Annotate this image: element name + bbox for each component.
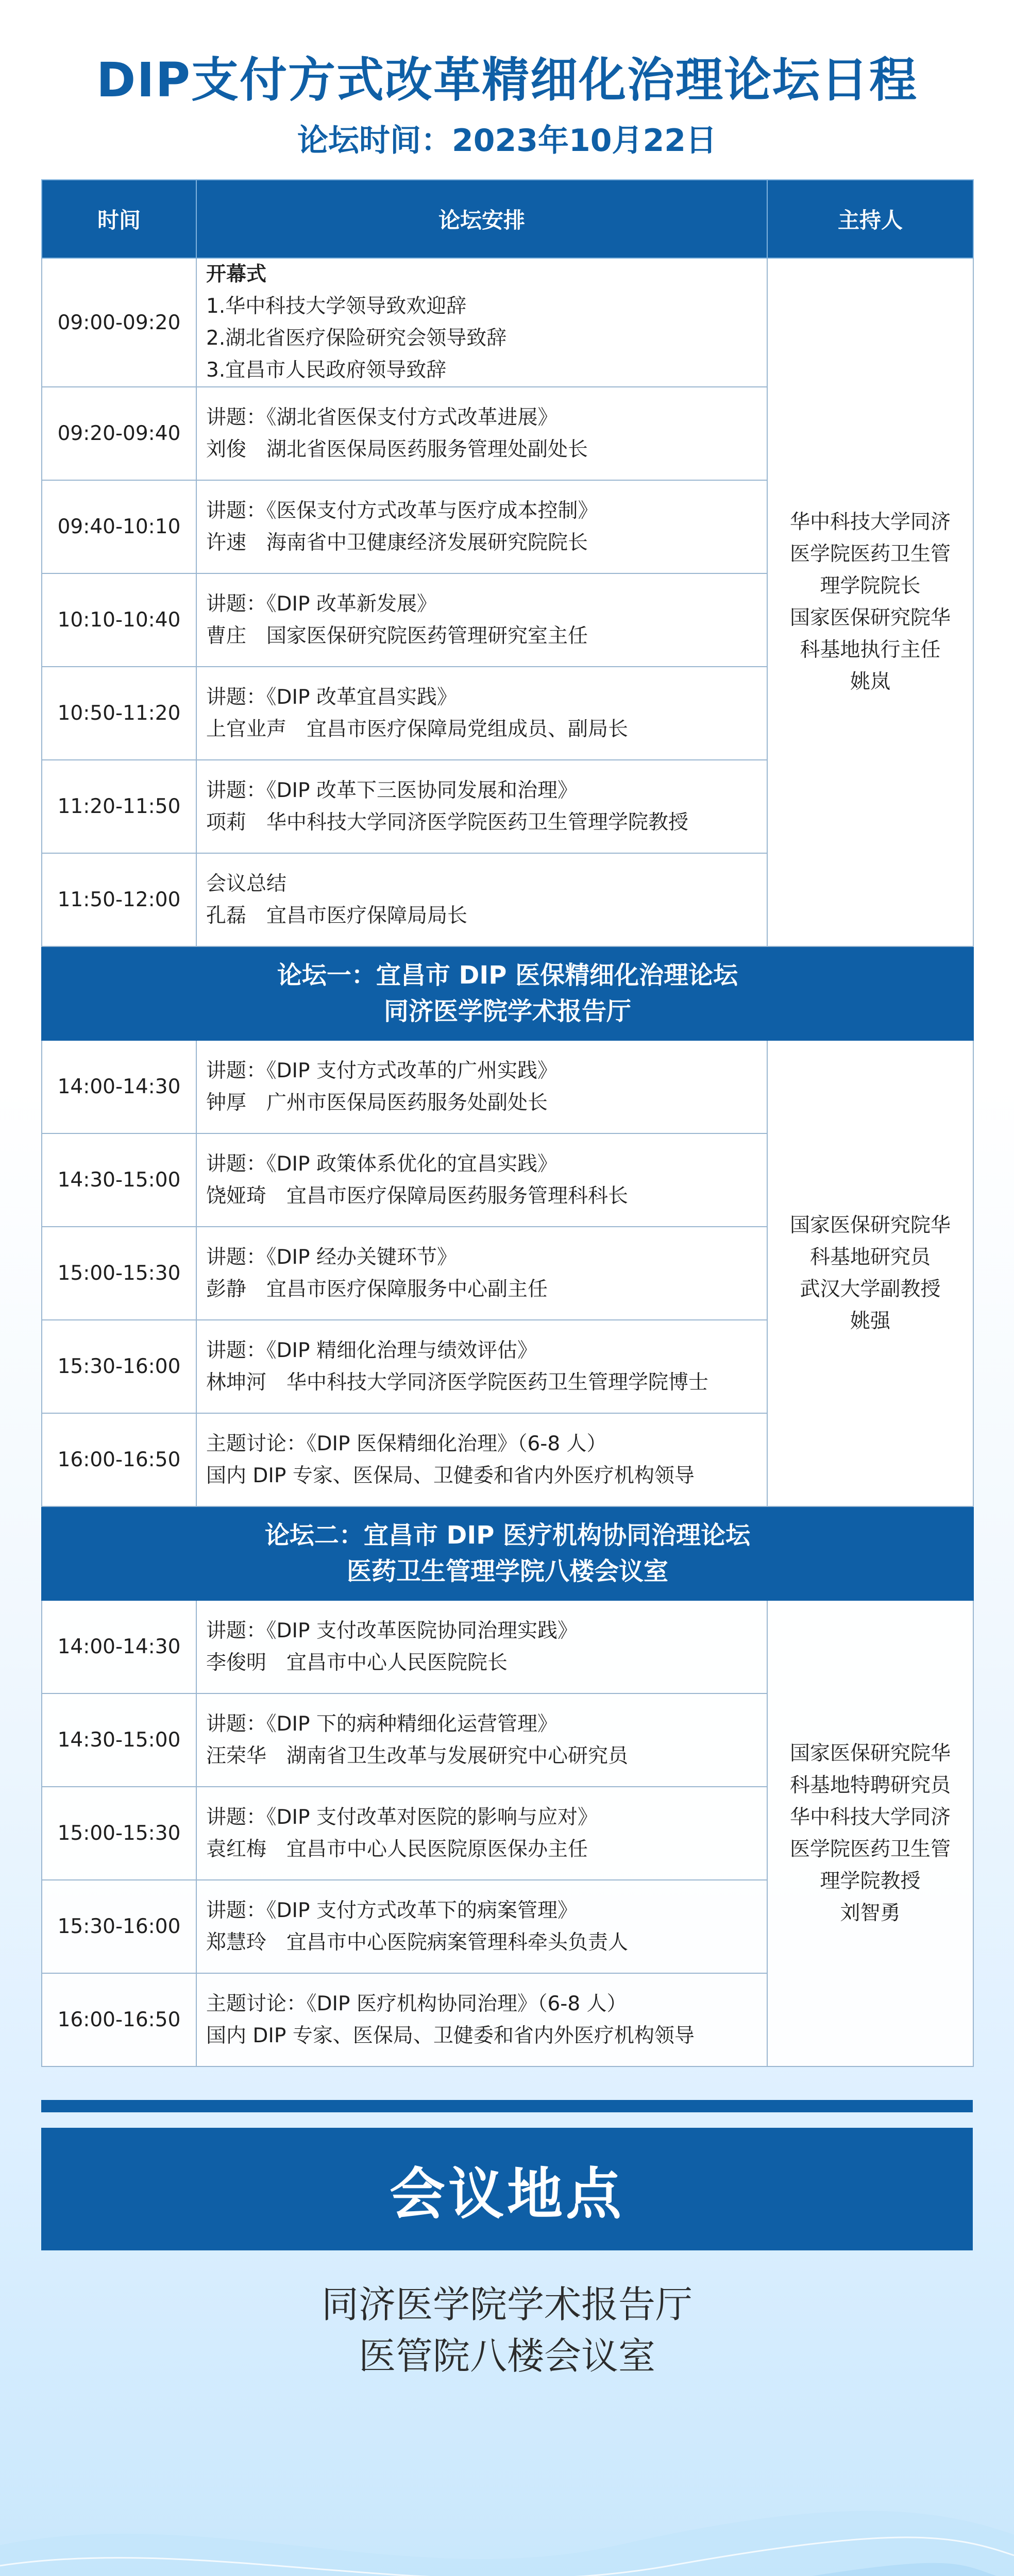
host-line: 国家医保研究院华 <box>789 606 951 630</box>
header-agenda: 论坛安排 <box>196 180 767 258</box>
time-cell: 15:30-16:00 <box>42 1880 196 1973</box>
header-time: 时间 <box>42 180 196 258</box>
agenda-line: 郑慧玲 宜昌市中心医院病案管理科牵头负责人 <box>206 1930 629 1954</box>
time-cell: 14:30-15:00 <box>42 1693 196 1787</box>
agenda-cell <box>196 1693 767 1787</box>
agenda-line: 讲题：《DIP 改革宜昌实践》 <box>206 685 457 709</box>
table-header-row <box>42 180 973 258</box>
agenda-cell <box>196 1600 767 1693</box>
agenda-line: 国内 DIP 专家、医保局、卫健委和省内外医疗机构领导 <box>206 2024 695 2047</box>
host-line: 华中科技大学同济 <box>789 1805 951 1829</box>
forum-time: 论坛时间：2023年10月22日 <box>297 123 717 159</box>
agenda-cell <box>196 387 767 480</box>
agenda-line: 讲题：《DIP 改革新发展》 <box>206 592 437 616</box>
agenda-cell <box>196 573 767 667</box>
agenda-line: 饶娅琦 宜昌市医疗保障局医药服务管理科科长 <box>206 1184 629 1208</box>
agenda-cell <box>196 480 767 573</box>
agenda-line: 讲题：《医保支付方式改革与医疗成本控制》 <box>206 499 598 522</box>
time-cell: 16:00-16:50 <box>42 1973 196 2066</box>
agenda-line: 3.宜昌市人民政府领导致辞 <box>206 359 447 382</box>
banner-line: 论坛一：宜昌市 DIP 医保精细化治理论坛 <box>277 961 738 990</box>
host-line: 国家医保研究院华 <box>789 1213 951 1237</box>
host-line: 科基地研究员 <box>809 1245 931 1269</box>
time-cell: 10:10-10:40 <box>42 573 196 667</box>
schedule-table <box>41 179 974 2067</box>
agenda-cell <box>196 1880 767 1973</box>
agenda-line: 讲题：《湖北省医保支付方式改革进展》 <box>206 405 558 429</box>
host-line: 姚岚 <box>850 670 890 693</box>
agenda-line: 项莉 华中科技大学同济医学院医药卫生管理学院教授 <box>206 810 689 834</box>
agenda-line: 孔磊 宜昌市医疗保障局局长 <box>206 904 468 927</box>
host-line: 科基地执行主任 <box>800 638 941 662</box>
agenda-line: 讲题：《DIP 下的病种精细化运营管理》 <box>206 1712 557 1736</box>
agenda-line: 曹庄 国家医保研究院医药管理研究室主任 <box>206 624 588 648</box>
agenda-line: 讲题：《DIP 支付方式改革的广州实践》 <box>206 1059 557 1082</box>
forum-banner <box>42 946 973 1040</box>
banner-line: 论坛二：宜昌市 DIP 医疗机构协同治理论坛 <box>264 1521 751 1550</box>
host-line: 理学院院长 <box>820 574 921 598</box>
agenda-line: 讲题：《DIP 支付方式改革下的病案管理》 <box>206 1899 578 1922</box>
schedule-row <box>42 1600 973 1693</box>
host-cell <box>767 258 973 946</box>
agenda-line: 1.华中科技大学领导致欢迎辞 <box>206 295 467 318</box>
time-cell: 09:20-09:40 <box>42 387 196 480</box>
host-line: 理学院教授 <box>820 1869 921 1893</box>
header-host: 主持人 <box>767 180 973 258</box>
host-line: 姚强 <box>850 1309 890 1333</box>
divider-strip <box>41 2100 973 2112</box>
agenda-line: 彭静 宜昌市医疗保障服务中心副主任 <box>206 1277 548 1301</box>
agenda-cell <box>196 760 767 853</box>
agenda-cell <box>196 1787 767 1880</box>
time-cell: 14:00-14:30 <box>42 1600 196 1693</box>
agenda-line: 汪荣华 湖南省卫生改革与发展研究中心研究员 <box>206 1744 629 1768</box>
agenda-line: 国内 DIP 专家、医保局、卫健委和省内外医疗机构领导 <box>206 1464 695 1487</box>
banner-line: 医药卫生管理学院八楼会议室 <box>346 1557 668 1586</box>
agenda-line: 讲题：《DIP 精细化治理与绩效评估》 <box>206 1338 537 1362</box>
forum-banner-row <box>42 946 973 1040</box>
agenda-line: 李俊明 宜昌市中心人民医院院长 <box>206 1651 508 1674</box>
schedule-row <box>42 258 973 387</box>
agenda-line: 会议总结 <box>206 872 287 895</box>
time-cell: 14:30-15:00 <box>42 1133 196 1227</box>
agenda-cell <box>196 853 767 946</box>
agenda-line: 2.湖北省医疗保险研究会领导致辞 <box>206 327 507 350</box>
host-line: 医学院医药卫生管 <box>789 1837 951 1861</box>
agenda-line: 袁红梅 宜昌市中心人民医院原医保办主任 <box>206 1837 588 1861</box>
agenda-line: 主题讨论：《DIP 医疗机构协同治理》（6-8 人） <box>206 1992 627 2015</box>
agenda-cell <box>196 1320 767 1413</box>
time-cell: 11:50-12:00 <box>42 853 196 946</box>
time-cell: 10:50-11:20 <box>42 667 196 760</box>
banner-line: 同济医学院学术报告厅 <box>383 997 631 1026</box>
agenda-cell <box>196 667 767 760</box>
venue-heading: 会议地点 <box>41 2128 973 2250</box>
host-cell <box>767 1040 973 1506</box>
forum-banner <box>42 1506 973 1600</box>
agenda-cell <box>196 1227 767 1320</box>
agenda-cell <box>196 1133 767 1227</box>
agenda-line: 许速 海南省中卫健康经济发展研究院院长 <box>206 531 588 554</box>
time-cell: 09:00-09:20 <box>42 258 196 387</box>
agenda-line: 讲题：《DIP 支付改革医院协同治理实践》 <box>206 1619 578 1642</box>
schedule-row <box>42 1040 973 1133</box>
agenda-line: 讲题：《DIP 政策体系优化的宜昌实践》 <box>206 1152 557 1176</box>
time-cell: 09:40-10:10 <box>42 480 196 573</box>
host-line: 华中科技大学同济 <box>789 511 951 534</box>
host-line: 医学院医药卫生管 <box>789 543 951 566</box>
time-cell: 14:00-14:30 <box>42 1040 196 1133</box>
agenda-line: 上官业声 宜昌市医疗保障局党组成员、副局长 <box>206 717 629 741</box>
host-cell <box>767 1600 973 2066</box>
agenda-line: 讲题：《DIP 改革下三医协同发展和治理》 <box>206 778 578 802</box>
venue-line-2: 医管院八楼会议室 <box>358 2334 655 2378</box>
time-cell: 15:00-15:30 <box>42 1787 196 1880</box>
host-line: 科基地特聘研究员 <box>789 1773 951 1797</box>
agenda-cell <box>196 1040 767 1133</box>
agenda-line: 林坤河 华中科技大学同济医学院医药卫生管理学院博士 <box>206 1370 709 1394</box>
agenda-line: 开幕式 <box>206 263 267 286</box>
time-cell: 11:20-11:50 <box>42 760 196 853</box>
host-line: 武汉大学副教授 <box>800 1277 941 1301</box>
host-line: 国家医保研究院华 <box>789 1741 951 1765</box>
background-wave-decoration <box>0 2349 1014 2576</box>
forum-banner-row <box>42 1506 973 1600</box>
host-line: 刘智勇 <box>840 1901 901 1925</box>
agenda-line: 钟厚 广州市医保局医药服务处副处长 <box>206 1091 548 1114</box>
time-cell: 15:30-16:00 <box>42 1320 196 1413</box>
agenda-line: 刘俊 湖北省医保局医药服务管理处副处长 <box>206 437 588 461</box>
agenda-line: 讲题：《DIP 经办关键环节》 <box>206 1245 457 1269</box>
agenda-line: 主题讨论：《DIP 医保精细化治理》（6-8 人） <box>206 1432 607 1455</box>
agenda-cell <box>196 1973 767 2066</box>
page-title: DIP支付方式改革精细化治理论坛日程 <box>96 53 918 108</box>
agenda-cell <box>196 1413 767 1506</box>
time-cell: 16:00-16:50 <box>42 1413 196 1506</box>
agenda-line: 讲题：《DIP 支付改革对医院的影响与应对》 <box>206 1805 598 1829</box>
agenda-cell <box>196 258 767 387</box>
time-cell: 15:00-15:30 <box>42 1227 196 1320</box>
venue-line-1: 同济医学院学术报告厅 <box>321 2283 692 2326</box>
